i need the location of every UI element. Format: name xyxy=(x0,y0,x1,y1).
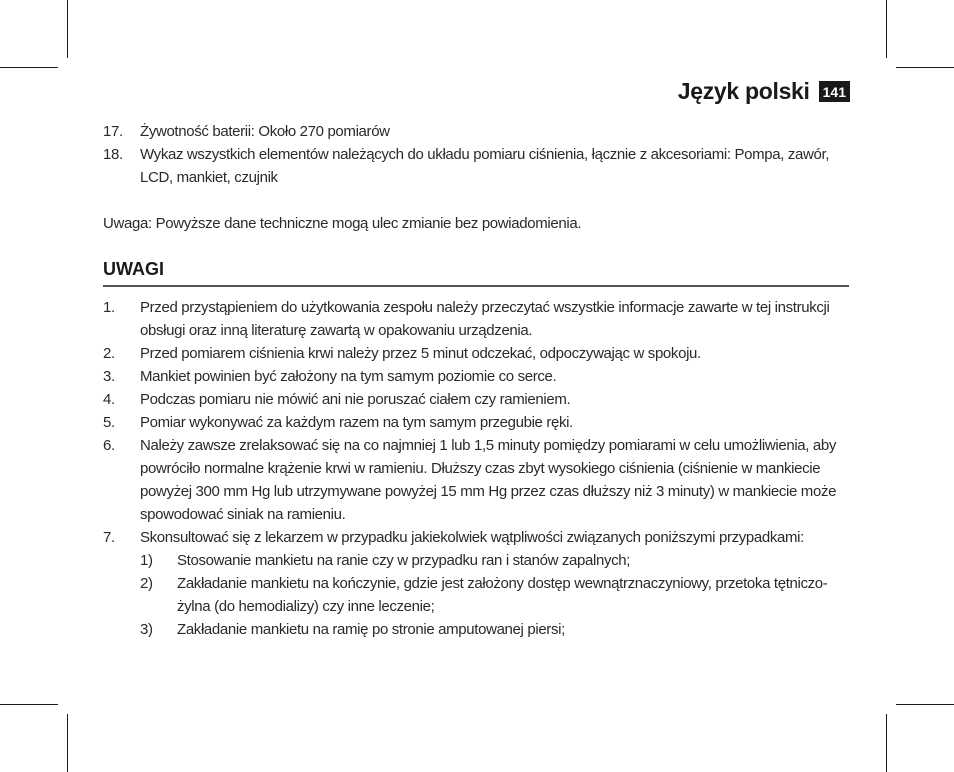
page-header xyxy=(678,78,850,105)
list-item xyxy=(103,388,849,411)
list-item-text: Przed przystąpieniem do użytkowania zespołu należy przeczytać wszystkie informacje zawarte w tej instrukcji obsługi oraz inną literaturę zawartą w opakowaniu urządzenia. xyxy=(140,299,830,339)
crop-mark-bottom-right-horizontal xyxy=(896,704,954,705)
spec-list xyxy=(103,120,849,189)
sub-list-item-text: Stosowanie mankietu na ranie czy w przypadku ran i stanów zapalnych; xyxy=(177,552,631,569)
sub-list-item xyxy=(140,572,849,618)
list-item xyxy=(103,143,849,189)
crop-mark-top-right-vertical xyxy=(886,0,887,58)
list-item-text: Wykaz wszystkich elementów należących do układu pomiaru ciśnienia, łącznie z akcesoriami: Pompa, zawór, LCD, mankiet, czujnik xyxy=(140,146,830,186)
crop-mark-bottom-left-horizontal xyxy=(0,704,58,705)
list-item-number: 17. xyxy=(103,123,123,140)
list-item-number: 3. xyxy=(103,368,115,385)
sub-list-item-text: Zakładanie mankietu na kończynie, gdzie jest założony dostęp wewnątrznaczyniowy, przetoka tętniczo-żylna (do hemodializy) czy inne leczenie; xyxy=(177,575,828,615)
sub-list-item xyxy=(140,618,849,641)
sub-list-item-number: 2) xyxy=(140,575,153,592)
sub-list-item-text: Zakładanie mankietu na ramię po stronie amputowanej piersi; xyxy=(177,621,565,638)
sub-list-item xyxy=(140,549,849,572)
list-item-number: 18. xyxy=(103,146,123,163)
list-item-text: Skonsultować się z lekarzem w przypadku jakiekolwiek wątpliwości związanych poniższymi przypadkami: xyxy=(140,529,804,546)
list-item xyxy=(103,365,849,388)
list-item-text: Należy zawsze zrelaksować się na co najmniej 1 lub 1,5 minuty pomiędzy pomiarami w celu umożliwienia, aby powróciło normalne krążenie krwi w ramieniu. Dłuższy czas zbyt wysokiego ciśnienia (ciśnienie w mankiecie powyżej 300 mm Hg lub utrzymywane powyżej 15 mm Hg przez czas dłuższy niż 3 minuty) w mankiecie może spowodować siniak na ramieniu. xyxy=(140,437,837,523)
list-item-number: 1. xyxy=(103,299,115,316)
list-item xyxy=(103,120,849,143)
list-item-text: Mankiet powinien być założony na tym samym poziomie co serce. xyxy=(140,368,557,385)
list-item xyxy=(103,526,849,641)
page-title: Język polski xyxy=(677,78,810,104)
page-number-badge: 141 xyxy=(819,81,850,102)
list-item-number: 5. xyxy=(103,414,115,431)
crop-mark-top-right-horizontal xyxy=(896,67,954,68)
list-item xyxy=(103,296,849,342)
list-item-text: Żywotność baterii: Około 270 pomiarów xyxy=(140,123,390,140)
list-item-number: 4. xyxy=(103,391,115,408)
spec-note: Uwaga: Powyższe dane techniczne mogą ulec zmianie bez powiadomienia. xyxy=(103,215,582,232)
sub-list-item-number: 1) xyxy=(140,552,153,569)
section-heading: UWAGI xyxy=(103,259,849,287)
list-item xyxy=(103,342,849,365)
sub-list-item-number: 3) xyxy=(140,621,153,638)
list-item xyxy=(103,411,849,434)
list-item-number: 7. xyxy=(103,529,115,546)
list-item-text: Podczas pomiaru nie mówić ani nie poruszać ciałem czy ramieniem. xyxy=(140,391,571,408)
sub-list xyxy=(140,549,849,641)
list-item-text: Pomiar wykonywać za każdym razem na tym samym przegubie ręki. xyxy=(140,414,573,431)
list-item xyxy=(103,434,849,526)
list-item-text: Przed pomiarem ciśnienia krwi należy przez 5 minut odczekać, odpoczywając w spokoju. xyxy=(140,345,701,362)
list-item-number: 2. xyxy=(103,345,115,362)
crop-mark-top-left-vertical xyxy=(67,0,68,58)
list-item-number: 6. xyxy=(103,437,115,454)
crop-mark-bottom-left-vertical xyxy=(67,714,68,772)
crop-mark-bottom-right-vertical xyxy=(886,714,887,772)
notes-list xyxy=(103,296,849,641)
crop-mark-top-left-horizontal xyxy=(0,67,58,68)
